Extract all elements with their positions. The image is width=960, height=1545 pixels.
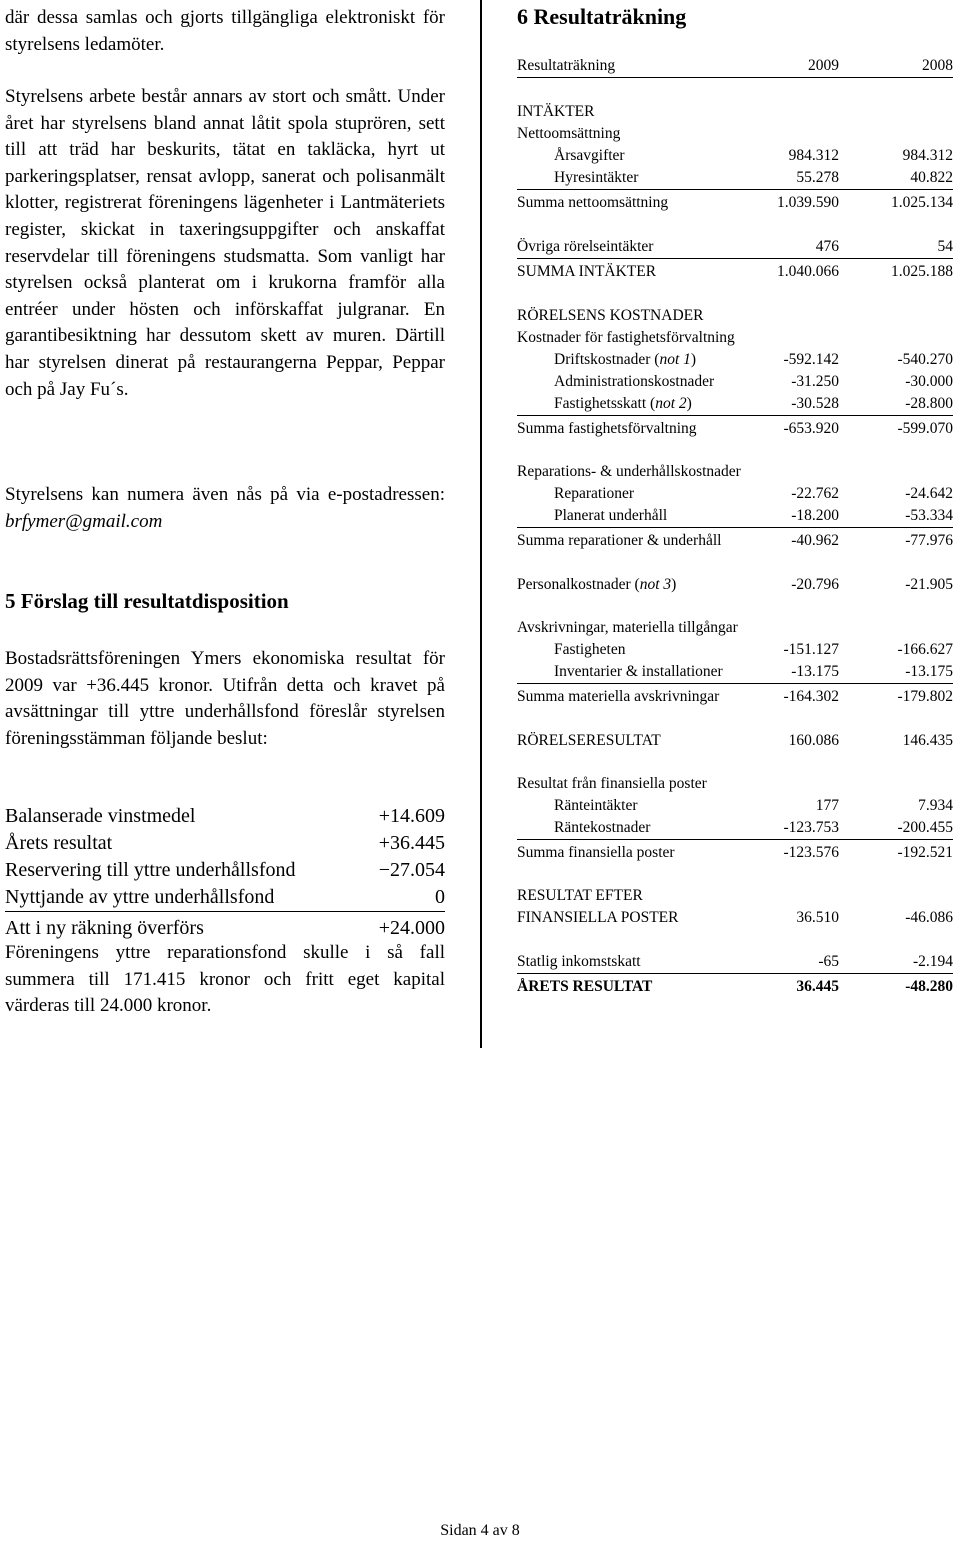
value-2008: -13.175 xyxy=(905,663,953,680)
value-2008: -599.070 xyxy=(897,420,953,437)
value-2008: 1.025.134 xyxy=(891,194,953,211)
value-2009: -31.250 xyxy=(791,373,839,390)
value-2009: 36.445 xyxy=(796,978,839,995)
value-2008: -540.270 xyxy=(897,351,953,368)
page-number: Sidan 4 av 8 xyxy=(440,1522,520,1539)
value-2009: 177 xyxy=(815,797,839,814)
statement-row xyxy=(517,461,953,483)
value-2008: 984.312 xyxy=(902,147,953,164)
statement-row xyxy=(517,505,953,528)
sum-row xyxy=(517,842,953,864)
row-label: Övriga rörelseintäkter xyxy=(517,238,654,255)
value-2008: -21.905 xyxy=(905,576,953,593)
statement-row xyxy=(517,661,953,684)
statement-row xyxy=(517,349,953,371)
header-row xyxy=(517,55,953,78)
row-label: Reparations- & underhållskostnader xyxy=(517,463,741,480)
value-2009: 476 xyxy=(815,238,839,255)
row-label: ÅRETS RESULTAT xyxy=(517,978,653,995)
disposition-value: −27.054 xyxy=(378,859,445,881)
row-label: Årsavgifter xyxy=(554,147,625,164)
row-label: Resultaträkning xyxy=(517,57,616,74)
email-address: brfymer@gmail.com xyxy=(5,510,163,532)
value-2008: -46.086 xyxy=(905,909,953,926)
row-label: Administrationskostnader xyxy=(554,373,715,390)
paragraph-fund: Föreningens yttre reparationsfond skulle i så fall summera till 171.415 kronor och fritt eget kapital värderas till 24.000 kronor. xyxy=(5,942,445,1017)
row-label: Nettoomsättning xyxy=(517,125,621,142)
disposition-value: +36.445 xyxy=(378,832,445,854)
statement-row xyxy=(517,236,953,259)
paragraph-email xyxy=(5,482,445,535)
row-label: Statlig inkomstskatt xyxy=(517,953,641,970)
value-2009: -20.796 xyxy=(791,576,839,593)
disposition-row xyxy=(5,803,445,830)
disposition-row xyxy=(5,915,445,942)
statement-row xyxy=(517,123,953,145)
row-label: Ränteintäkter xyxy=(554,797,638,814)
row-label: Summa finansiella poster xyxy=(517,844,675,861)
paragraph-result: Bostadsrättsföreningen Ymers ekonomiska resultat för 2009 var +36.445 kronor. Utifrån detta och kravet på avsättningar till yttre underhållsfond föreslår styrelsen föreningsstämman följande beslut: xyxy=(5,648,445,749)
disposition-label: Att i ny räkning överförs xyxy=(5,917,204,939)
section-heading-5: 5 Förslag till resultatdisposition xyxy=(5,589,289,613)
row-label: Fastigheten xyxy=(554,641,626,658)
value-2008: 146.435 xyxy=(902,732,953,749)
value-2008: -192.521 xyxy=(897,844,953,861)
row-label: Inventarier & installationer xyxy=(554,663,723,680)
section-heading-6: 6 Resultaträkning xyxy=(517,4,687,29)
row-label: Driftskostnader (not 1) xyxy=(554,351,697,368)
statement-row xyxy=(517,327,953,349)
statement-row xyxy=(517,393,953,416)
value-2008: -2.194 xyxy=(912,953,953,970)
value-2008: 1.025.188 xyxy=(891,263,953,280)
operating-result-row xyxy=(517,730,953,752)
disposition-value: +24.000 xyxy=(378,917,445,939)
disposition-value: 0 xyxy=(435,886,445,908)
value-2009: -123.576 xyxy=(783,844,839,861)
value-2009: 36.510 xyxy=(796,909,839,926)
sum-row xyxy=(517,686,953,708)
value-2009: -592.142 xyxy=(783,351,839,368)
row-label: Summa fastighetsförvaltning xyxy=(517,420,697,437)
row-label: INTÄKTER xyxy=(517,103,595,120)
row-label: Personalkostnader (not 3) xyxy=(517,576,677,593)
value-2008: -28.800 xyxy=(905,395,953,412)
value-2009: 984.312 xyxy=(788,147,839,164)
value-2008: 40.822 xyxy=(910,169,953,186)
row-label: RESULTAT EFTER xyxy=(517,887,643,904)
disposition-label: Balanserade vinstmedel xyxy=(5,805,196,827)
value-2008: -166.627 xyxy=(897,641,953,658)
value-2009: -22.762 xyxy=(791,485,839,502)
value-2009: -30.528 xyxy=(791,395,839,412)
value-2008: -53.334 xyxy=(905,507,953,524)
value-2009: -653.920 xyxy=(783,420,839,437)
sum-row xyxy=(517,530,953,552)
disposition-table xyxy=(5,803,445,942)
row-label: Avskrivningar, materiella tillgångar xyxy=(517,619,738,636)
row-label: SUMMA INTÄKTER xyxy=(517,263,657,280)
statement-row xyxy=(517,617,953,639)
year-result-row xyxy=(517,976,953,998)
disposition-row xyxy=(5,884,445,912)
row-label: Räntekostnader xyxy=(554,819,651,836)
value-2008: -30.000 xyxy=(905,373,953,390)
disposition-label: Nyttjande av yttre underhållsfond xyxy=(5,886,275,908)
sum-row xyxy=(517,192,953,214)
sum-row xyxy=(517,261,953,283)
disposition-value: +14.609 xyxy=(378,805,445,827)
statement-row xyxy=(517,639,953,661)
value-2009: 160.086 xyxy=(788,732,839,749)
email-text: Styrelsens kan numera även nås på via e-postadressen: xyxy=(5,484,445,505)
value-2008: -48.280 xyxy=(905,978,953,995)
value-2009: -18.200 xyxy=(791,507,839,524)
disposition-row xyxy=(5,857,445,884)
value-2009: 1.039.590 xyxy=(777,194,839,211)
row-label: Hyresintäkter xyxy=(554,169,639,186)
result-after-financial-row xyxy=(517,907,953,929)
disposition-row xyxy=(5,830,445,857)
value-2009: -123.753 xyxy=(783,819,839,836)
row-label: Summa nettoomsättning xyxy=(517,194,669,211)
statement-row xyxy=(517,817,953,840)
paragraph-board-work: Styrelsens arbete består annars av stort och smått. Under året har styrelsens bland annat låtit spola stuprören, sett till att träd har beskurits, tätat en takläcka, hyrt ut parkeringsplatser, rensat avlopp, sanerat och polisanmält klotter, registrerat föreningens lägenheter i Lantmäteriets register, skickat in taxeringsuppgifter och anskaffat reservdelar till föreningens studsmatta. Som vanligt har styrelsen också planterat om i krukorna framför alla entréer under hösten och införskaffat julgranar. En garantibesiktning har dessutom skett av muren. Därtill har styrelsen dinerat på restaurangerna Peppar, Peppar och på Jay Fu´s. xyxy=(5,86,445,400)
row-label: Fastighetsskatt (not 2) xyxy=(554,395,692,412)
value-2009: 2009 xyxy=(808,57,839,74)
value-2009: -13.175 xyxy=(791,663,839,680)
value-2009: -40.962 xyxy=(791,532,839,549)
statement-row xyxy=(517,483,953,505)
value-2009: -151.127 xyxy=(783,641,839,658)
statement-row xyxy=(517,951,953,974)
value-2008: 2008 xyxy=(922,57,953,74)
value-2009: 55.278 xyxy=(796,169,839,186)
statement-row xyxy=(517,145,953,167)
value-2008: -200.455 xyxy=(897,819,953,836)
row-label: Planerat underhåll xyxy=(554,507,668,524)
row-label: RÖRELSERESULTAT xyxy=(517,732,661,749)
row-label: Kostnader för fastighetsförvaltning xyxy=(517,329,735,346)
statement-row xyxy=(517,773,953,795)
statement-row xyxy=(517,795,953,817)
value-2008: 7.934 xyxy=(918,797,953,814)
statement-row xyxy=(517,885,953,907)
row-label: RÖRELSENS KOSTNADER xyxy=(517,307,704,324)
statement-row xyxy=(517,101,953,123)
disposition-label: Årets resultat xyxy=(5,832,113,854)
disposition-label: Reservering till yttre underhållsfond xyxy=(5,859,296,881)
column-divider xyxy=(480,0,482,1048)
paragraph-intro: där dessa samlas och gjorts tillgängliga elektroniskt för styrelsens ledamöter. xyxy=(5,7,445,55)
row-label: Summa materiella avskrivningar xyxy=(517,688,720,705)
value-2008: -24.642 xyxy=(905,485,953,502)
value-2008: -77.976 xyxy=(905,532,953,549)
value-2009: -164.302 xyxy=(783,688,839,705)
value-2009: 1.040.066 xyxy=(777,263,839,280)
value-2008: 54 xyxy=(937,238,953,255)
row-label: Summa reparationer & underhåll xyxy=(517,532,722,549)
row-label: FINANSIELLA POSTER xyxy=(517,909,679,926)
sum-row xyxy=(517,418,953,440)
statement-row xyxy=(517,305,953,327)
statement-row xyxy=(517,167,953,190)
row-label: Reparationer xyxy=(554,485,635,502)
statement-row xyxy=(517,371,953,393)
value-2008: -179.802 xyxy=(897,688,953,705)
value-2009: -65 xyxy=(818,953,839,970)
row-label: Resultat från finansiella poster xyxy=(517,775,707,792)
statement-row xyxy=(517,574,953,596)
